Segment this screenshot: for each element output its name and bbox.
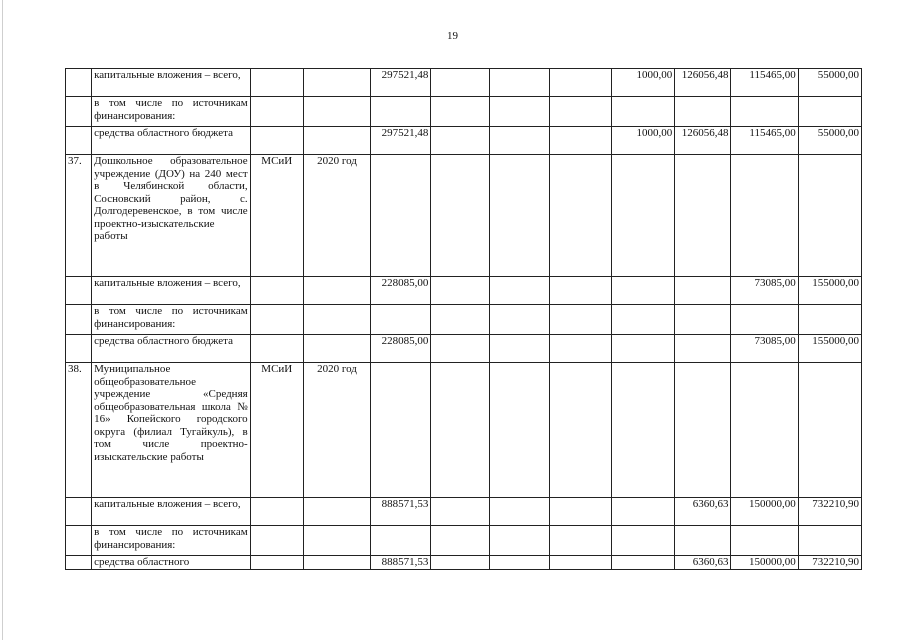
- table-row: [66, 363, 862, 498]
- cell-col-1: [431, 69, 489, 97]
- cell-col-3: [549, 526, 611, 556]
- table-row: [66, 155, 862, 277]
- cell-col-2: [489, 526, 549, 556]
- cell-col-1: [431, 335, 489, 363]
- cell-col-1: [431, 305, 489, 335]
- row-department: МСиИ: [250, 363, 303, 498]
- cell-col-3: [549, 69, 611, 97]
- cell-col-5: [675, 363, 731, 498]
- cell-col-7: [798, 526, 861, 556]
- cell-col-5: 6360,63: [675, 556, 731, 570]
- cell-col-7: [798, 155, 861, 277]
- cell-col-5: 6360,63: [675, 498, 731, 526]
- cell-col-6: 150000,00: [731, 498, 798, 526]
- cell-col-5: [675, 305, 731, 335]
- cell-col-3: [549, 363, 611, 498]
- row-year: [303, 97, 370, 127]
- row-index: [66, 277, 92, 305]
- cell-col-7: [798, 97, 861, 127]
- cell-col-4: [612, 363, 675, 498]
- row-department: [250, 526, 303, 556]
- cell-col-5: [675, 277, 731, 305]
- row-year: [303, 305, 370, 335]
- cell-col-3: [549, 305, 611, 335]
- cell-col-3: [549, 498, 611, 526]
- cell-col-1: [431, 277, 489, 305]
- cell-col-2: [489, 556, 549, 570]
- cell-col-2: [489, 127, 549, 155]
- row-name: капитальные вложения – всего,: [92, 277, 251, 305]
- row-name: средства областного: [92, 556, 251, 570]
- row-year: [303, 335, 370, 363]
- row-index: [66, 498, 92, 526]
- row-index: [66, 335, 92, 363]
- cell-col-1: [431, 97, 489, 127]
- cell-total: [371, 97, 431, 127]
- cell-col-7: 732210,90: [798, 556, 861, 570]
- row-department: [250, 498, 303, 526]
- row-department: [250, 335, 303, 363]
- cell-col-6: [731, 526, 798, 556]
- cell-col-1: [431, 363, 489, 498]
- row-name: Дошкольное образовательное учреждение (ДОУ) на 240 мест в Челябинской области, Сосновский район, с. Долгодеревенское, в том числе проектно-изыскательские работы: [92, 155, 251, 277]
- cell-total: 228085,00: [371, 335, 431, 363]
- cell-col-7: [798, 363, 861, 498]
- cell-col-6: 115465,00: [731, 69, 798, 97]
- budget-table: [65, 68, 862, 570]
- cell-col-3: [549, 97, 611, 127]
- table-row: [66, 69, 862, 97]
- cell-col-5: 126056,48: [675, 69, 731, 97]
- row-year: [303, 556, 370, 570]
- cell-col-6: 73085,00: [731, 335, 798, 363]
- row-index: [66, 69, 92, 97]
- cell-col-5: [675, 526, 731, 556]
- row-name: в том числе по источникам финансирования:: [92, 526, 251, 556]
- cell-total: [371, 526, 431, 556]
- cell-col-2: [489, 277, 549, 305]
- cell-col-6: 115465,00: [731, 127, 798, 155]
- row-index: [66, 556, 92, 570]
- cell-col-4: [612, 305, 675, 335]
- cell-col-1: [431, 556, 489, 570]
- cell-col-4: [612, 335, 675, 363]
- cell-col-3: [549, 556, 611, 570]
- cell-total: 297521,48: [371, 69, 431, 97]
- cell-col-3: [549, 155, 611, 277]
- row-index: [66, 127, 92, 155]
- cell-total: [371, 155, 431, 277]
- cell-col-3: [549, 127, 611, 155]
- cell-col-2: [489, 363, 549, 498]
- row-name: Муниципальное общеобразовательное учреждение «Средняя общеобразовательная школа № 16» Копейского городского округа (филиал Тугайкуль), в том числе проектно-изыскательские работы: [92, 363, 251, 498]
- row-name: в том числе по источникам финансирования:: [92, 305, 251, 335]
- table-row: [66, 305, 862, 335]
- cell-col-7: 155000,00: [798, 335, 861, 363]
- row-name: в том числе по источникам финансирования:: [92, 97, 251, 127]
- cell-col-5: [675, 335, 731, 363]
- cell-total: 228085,00: [371, 277, 431, 305]
- scan-left-edge: [2, 0, 3, 640]
- row-department: МСиИ: [250, 155, 303, 277]
- cell-col-4: [612, 97, 675, 127]
- cell-total: 888571,53: [371, 556, 431, 570]
- cell-col-4: 1000,00: [612, 127, 675, 155]
- cell-col-2: [489, 69, 549, 97]
- cell-col-7: 55000,00: [798, 69, 861, 97]
- row-index: [66, 526, 92, 556]
- table-row: [66, 335, 862, 363]
- row-year: [303, 69, 370, 97]
- row-department: [250, 127, 303, 155]
- cell-col-7: 55000,00: [798, 127, 861, 155]
- cell-col-6: [731, 305, 798, 335]
- row-name: капитальные вложения – всего,: [92, 498, 251, 526]
- row-name: средства областного бюджета: [92, 127, 251, 155]
- cell-col-5: [675, 155, 731, 277]
- row-index: 37.: [66, 155, 92, 277]
- cell-col-2: [489, 498, 549, 526]
- cell-col-1: [431, 155, 489, 277]
- row-year: [303, 277, 370, 305]
- cell-total: 297521,48: [371, 127, 431, 155]
- cell-col-6: [731, 97, 798, 127]
- row-index: 38.: [66, 363, 92, 498]
- cell-col-1: [431, 127, 489, 155]
- cell-col-4: 1000,00: [612, 69, 675, 97]
- cell-col-4: [612, 526, 675, 556]
- cell-col-6: 150000,00: [731, 556, 798, 570]
- row-name: средства областного бюджета: [92, 335, 251, 363]
- cell-col-3: [549, 335, 611, 363]
- page-number: 19: [447, 30, 458, 42]
- table-row: [66, 97, 862, 127]
- table-row: [66, 127, 862, 155]
- cell-col-3: [549, 277, 611, 305]
- table-row: [66, 556, 862, 570]
- cell-col-5: [675, 97, 731, 127]
- cell-total: 888571,53: [371, 498, 431, 526]
- row-index: [66, 305, 92, 335]
- cell-col-6: [731, 363, 798, 498]
- row-index: [66, 97, 92, 127]
- row-year: [303, 127, 370, 155]
- row-department: [250, 97, 303, 127]
- row-department: [250, 69, 303, 97]
- cell-col-4: [612, 277, 675, 305]
- cell-col-4: [612, 155, 675, 277]
- cell-col-4: [612, 498, 675, 526]
- cell-col-4: [612, 556, 675, 570]
- cell-col-6: [731, 155, 798, 277]
- cell-col-2: [489, 335, 549, 363]
- row-department: [250, 556, 303, 570]
- cell-col-7: 155000,00: [798, 277, 861, 305]
- row-name: капитальные вложения – всего,: [92, 69, 251, 97]
- row-year: 2020 год: [303, 155, 370, 277]
- cell-total: [371, 305, 431, 335]
- cell-col-5: 126056,48: [675, 127, 731, 155]
- cell-total: [371, 363, 431, 498]
- row-year: [303, 498, 370, 526]
- row-year: [303, 526, 370, 556]
- table-row: [66, 277, 862, 305]
- cell-col-7: [798, 305, 861, 335]
- cell-col-2: [489, 155, 549, 277]
- cell-col-7: 732210,90: [798, 498, 861, 526]
- row-department: [250, 277, 303, 305]
- table-row: [66, 498, 862, 526]
- cell-col-1: [431, 498, 489, 526]
- row-department: [250, 305, 303, 335]
- table-row: [66, 526, 862, 556]
- cell-col-6: 73085,00: [731, 277, 798, 305]
- cell-col-2: [489, 97, 549, 127]
- row-year: 2020 год: [303, 363, 370, 498]
- cell-col-2: [489, 305, 549, 335]
- cell-col-1: [431, 526, 489, 556]
